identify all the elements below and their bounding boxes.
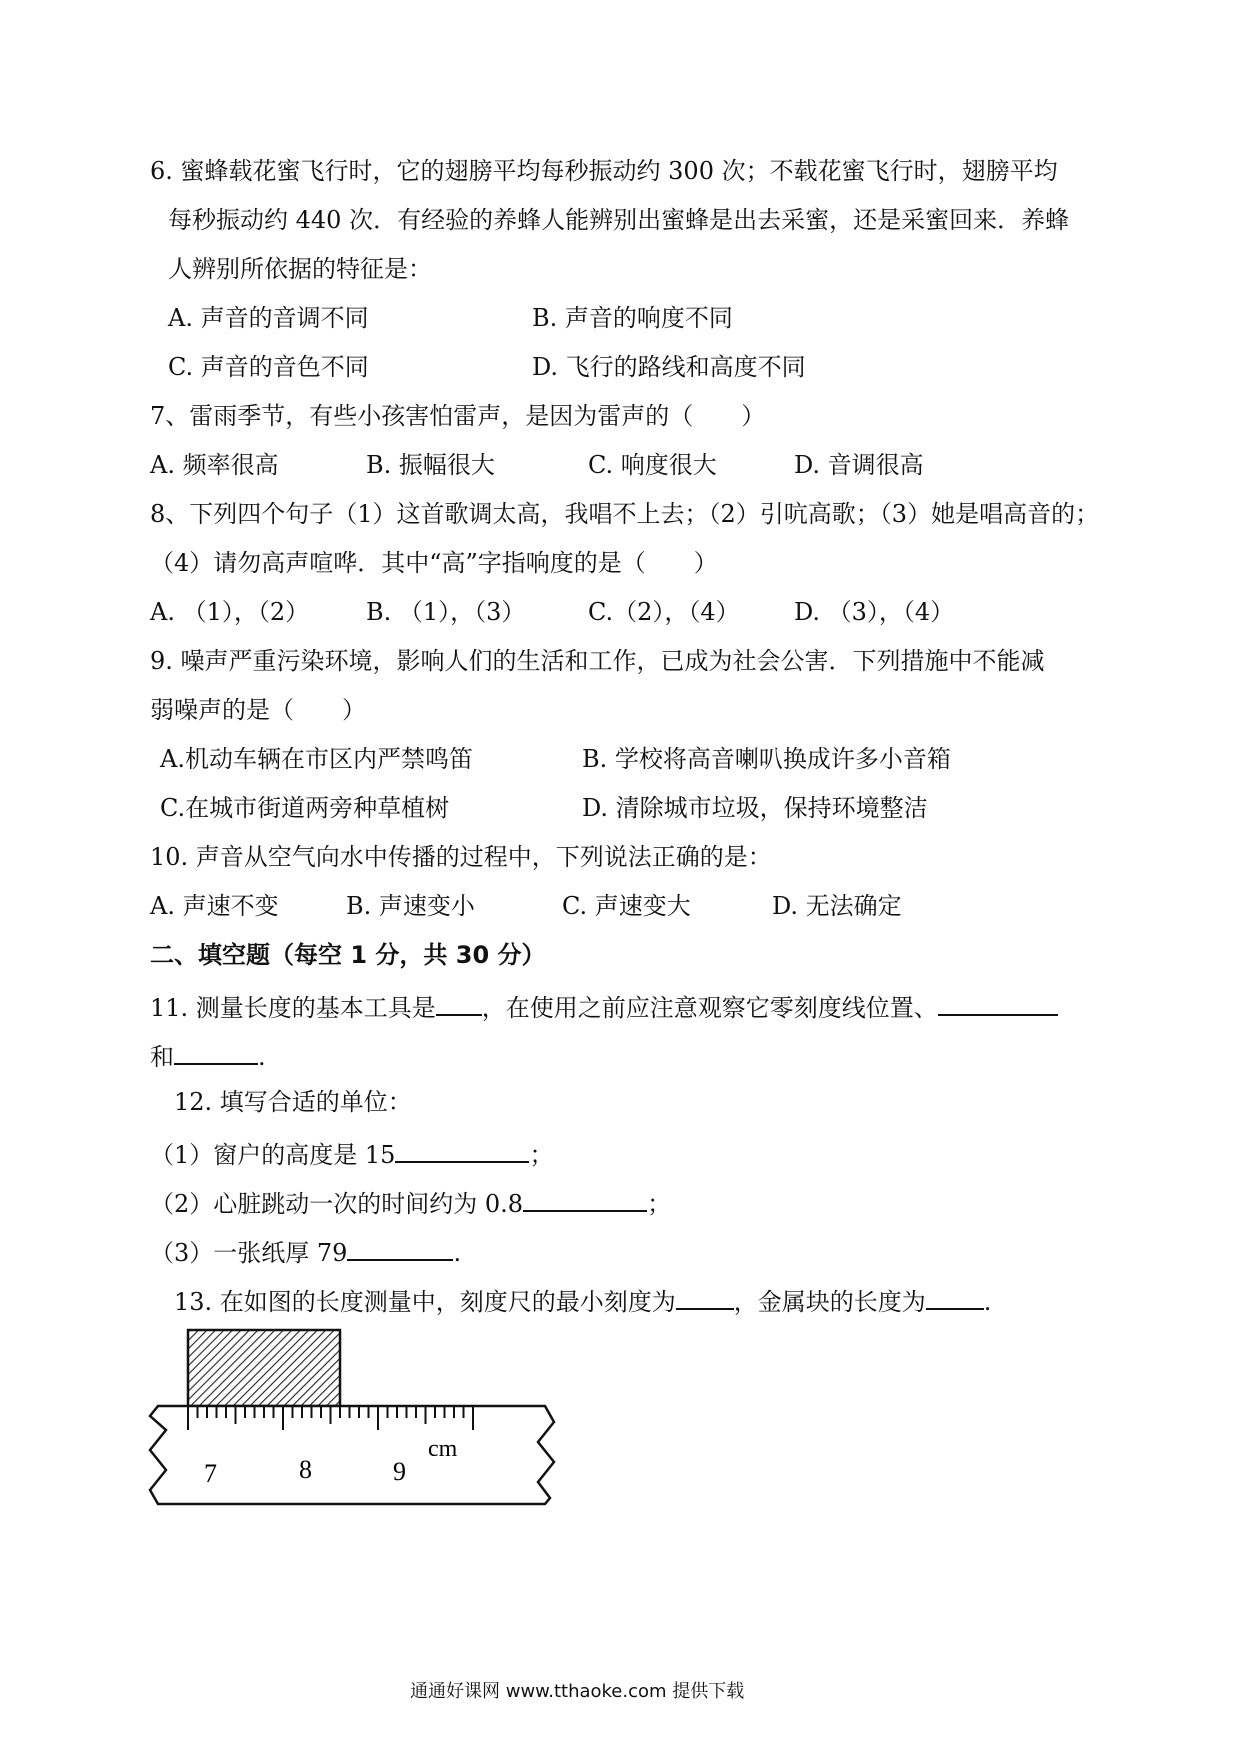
q7-option-d: D. 音调很高 [794, 451, 924, 479]
q6-option-c: C. 声音的音色不同 [168, 353, 369, 381]
q13-line [174, 1282, 991, 1318]
q12-item-2-blank[interactable] [523, 1184, 647, 1212]
ruler-body [150, 1406, 554, 1504]
q7-option-a: A. 频率很高 [150, 451, 279, 479]
q11-blank-range[interactable] [938, 988, 1058, 1016]
q11-text-4: . [258, 1043, 266, 1071]
q13-text-3: . [983, 1288, 992, 1316]
q6-line-1: 6. 蜜蜂载花蜜飞行时，它的翅膀平均每秒振动约 300 次；不载花蜜飞行时，翅膀平均 [150, 157, 1058, 185]
ruler-label-7: 7 [204, 1459, 217, 1488]
q11-line-1 [150, 988, 1058, 1024]
q7-option-c: C. 响度很大 [588, 451, 717, 479]
q12-item-3-blank[interactable] [347, 1233, 453, 1261]
ruler-label-8: 8 [299, 1455, 312, 1484]
q9-option-d: D. 清除城市垃圾，保持环境整洁 [582, 794, 928, 822]
q13-text-1: 13. 在如图的长度测量中，刻度尺的最小刻度为 [174, 1288, 676, 1316]
q13-text-2: ，金属块的长度为 [733, 1288, 926, 1316]
q10-option-b: B. 声速变小 [346, 892, 475, 920]
q8-line-1: 8、下列四个句子（1）这首歌调太高，我唱不上去；（2）引吭高歌；（3）她是唱高音的； [150, 500, 1100, 528]
q12-item-1-blank[interactable] [395, 1135, 529, 1163]
q10-option-c: C. 声速变大 [562, 892, 691, 920]
q12-item-1-text: （1）窗户的高度是 15 [150, 1141, 396, 1169]
q11-blank-division[interactable] [174, 1037, 258, 1065]
q9-line-1: 9. 噪声严重污染环境，影响人们的生活和工作，已成为社会公害．下列措施中不能减 [150, 647, 1045, 675]
q8-option-d: D. （3），（4） [794, 598, 955, 626]
q12-item-3-end: . [453, 1239, 462, 1267]
q12-item-2-end: ； [647, 1190, 672, 1218]
q11-text-3: 和 [150, 1043, 174, 1071]
q7-option-b: B. 振幅很大 [366, 451, 495, 479]
q12-item-1-end: ； [529, 1141, 554, 1169]
q12-item-3 [150, 1233, 461, 1269]
q10-option-d: D. 无法确定 [772, 892, 902, 920]
ruler-figure [140, 1320, 560, 1520]
q13-blank-min-division[interactable] [676, 1282, 734, 1310]
q12-stem: 12. 填写合适的单位： [174, 1088, 412, 1116]
q6-line-2: 每秒振动约 440 次．有经验的养蜂人能辨别出蜜蜂是出去采蜜，还是采蜜回来．养蜂 [168, 206, 1070, 234]
q6-option-b: B. 声音的响度不同 [532, 304, 733, 332]
q11-text-1: 11. 测量长度的基本工具是 [150, 994, 436, 1022]
q12-item-1 [150, 1135, 553, 1171]
q12-item-2-text: （2）心脏跳动一次的时间约为 0.8 [150, 1190, 524, 1218]
section-2-title: 二、填空题（每空 1 分，共 30 分） [150, 941, 546, 969]
q11-text-2: ，在使用之前应注意观察它零刻度线位置、 [481, 994, 938, 1022]
q9-option-c: C.在城市街道两旁种草植树 [160, 794, 450, 822]
q9-option-b: B. 学校将高音喇叭换成许多小音箱 [582, 745, 951, 773]
q6-line-3: 人辨别所依据的特征是： [168, 255, 432, 283]
q6-option-d: D. 飞行的路线和高度不同 [532, 353, 806, 381]
ruler-label-9: 9 [393, 1457, 406, 1486]
q8-option-a: A. （1），（2） [150, 598, 310, 626]
q11-line-2 [150, 1037, 266, 1073]
q8-line-2: （4）请勿高声喧哗．其中“高”字指响度的是（ ） [150, 549, 718, 577]
q9-line-2: 弱噪声的是（ ） [150, 696, 366, 724]
q7-stem: 7、雷雨季节，有些小孩害怕雷声，是因为雷声的（ ） [150, 402, 766, 430]
footer-text: 通通好课网 www.tthaoke.com 提供下载 [410, 1681, 745, 1702]
ruler-unit: cm [428, 1436, 458, 1462]
q12-item-3-text: （3）一张纸厚 79 [150, 1239, 348, 1267]
q8-option-c: C.（2），（4） [588, 598, 740, 626]
q11-blank-tool[interactable] [436, 988, 482, 1016]
q9-option-a: A.机动车辆在市区内严禁鸣笛 [160, 745, 473, 773]
q12-item-2 [150, 1184, 671, 1220]
q6-option-a: A. 声音的音调不同 [168, 304, 369, 332]
metal-block [188, 1330, 340, 1406]
q10-option-a: A. 声速不变 [150, 892, 279, 920]
q13-blank-length[interactable] [926, 1282, 984, 1310]
q8-option-b: B. （1），（3） [366, 598, 526, 626]
q10-stem: 10. 声音从空气向水中传播的过程中，下列说法正确的是： [150, 843, 772, 871]
